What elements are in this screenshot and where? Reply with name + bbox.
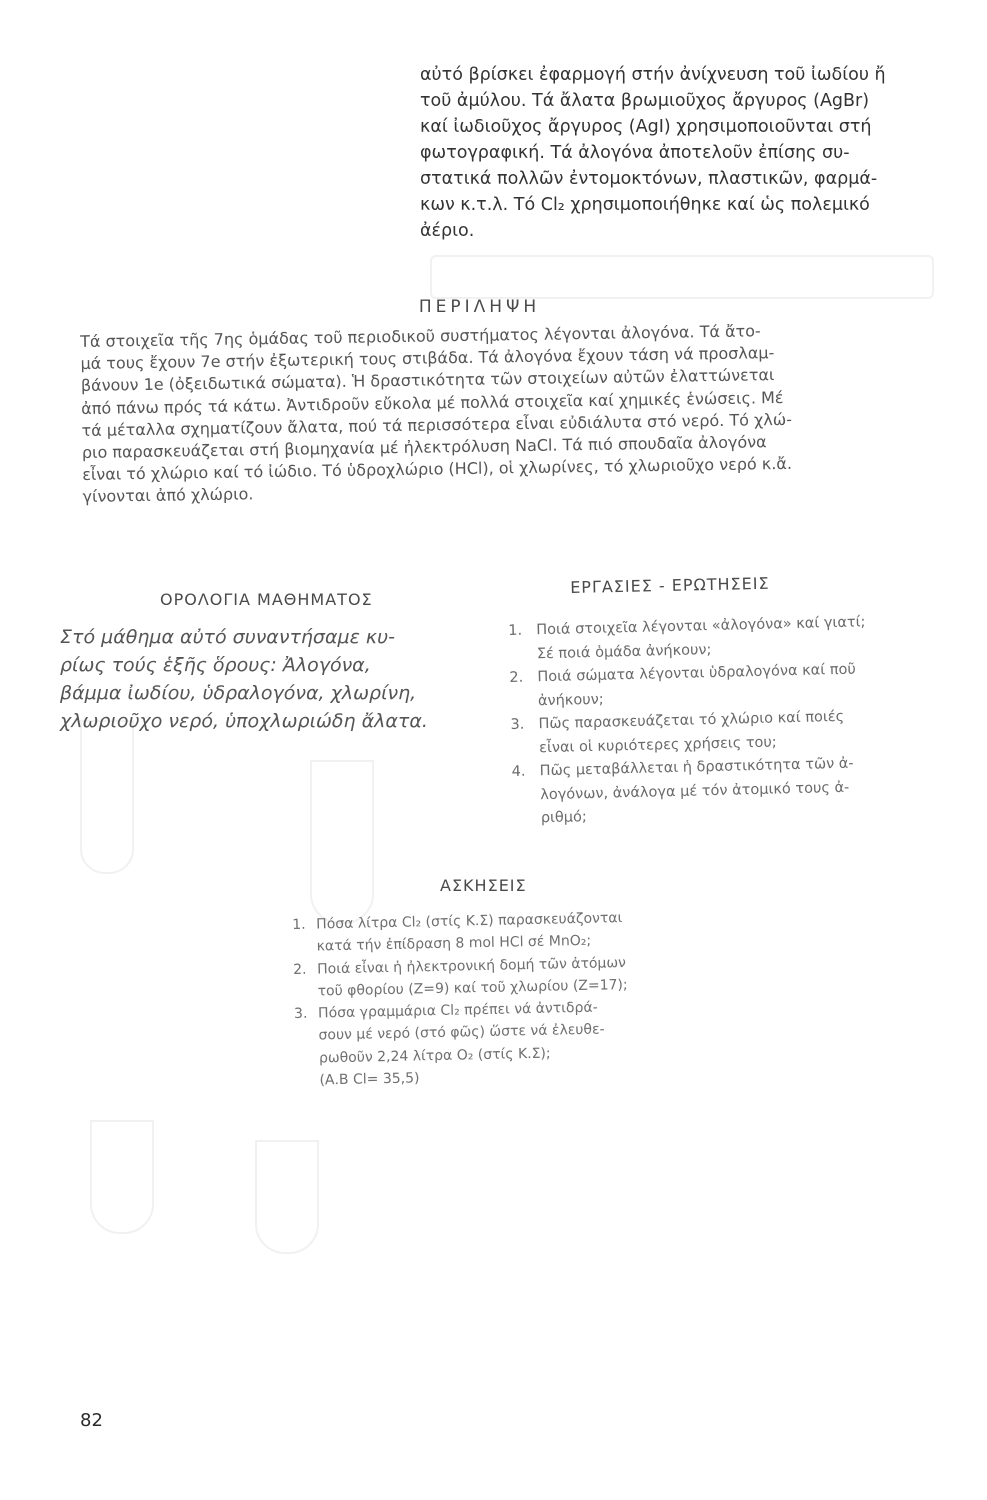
question-line: Πῶς μεταβάλλεται ἡ δραστικότητα τῶν ἀ- — [539, 755, 854, 780]
exercise-number: 3. — [293, 1005, 308, 1023]
exercise-number: 1. — [292, 916, 306, 933]
exercise-line: ρωθοῦν 2,24 λίτρα O₂ (στίς Κ.Σ); — [318, 1045, 551, 1067]
question-number: 3. — [510, 716, 525, 733]
summary-heading-text: ΠΕΡΙΛΗΨΗ — [418, 297, 541, 317]
exercise-text — [317, 951, 679, 1003]
summary-paragraph — [80, 318, 889, 508]
exercise-line: σουν μέ νερό (στό φῶς) ὥστε νά ἐλευθε- — [318, 1021, 605, 1044]
bleed-through-flask — [255, 1140, 319, 1254]
exercises-heading: ΑΣΚΗΣΕΙΣ — [440, 876, 527, 895]
question-text — [539, 751, 908, 830]
exercise-item — [292, 906, 678, 959]
exercise-line: Ποιά εἶναι ἡ ἠλεκτρονική δομή τῶν ἀτόμων — [316, 954, 627, 978]
terminology-paragraph — [60, 623, 480, 735]
question-line: Ποιά στοιχεῖα λέγονται «ἀλογόνα» καί γιατί; — [536, 614, 866, 639]
intro-paragraph — [420, 62, 920, 244]
terminology-line: ρίως τούς ἑξῆς ὅρους: Ἀλογόνα, — [60, 654, 371, 676]
summary-heading — [0, 297, 987, 317]
exercise-text — [318, 995, 680, 1069]
question-line: λογόνων, ἀνάλογα μέ τόν ἀτομικό τους ἀ- — [540, 779, 850, 803]
questions-heading: ΕΡΓΑΣΙΕΣ - ΕΡΩΤΗΣΕΙΣ — [570, 573, 770, 597]
terminology-line: βάμμα ἰωδίου, ὑδραλογόνα, χλωρίνη, — [60, 682, 417, 704]
summary-line: μά τους ἔχουν 7e στήν ἐξωτερική τους στιβάδα. Τά ἀλογόνα ἔχουν τάση νά προσλαμ- — [80, 343, 775, 374]
exercise-line: Πόσα γραμμάρια Cl₂ πρέπει νά ἀντιδρά- — [317, 999, 598, 1022]
exercise-line: κατά τήν ἐπίδραση 8 mol HCl σέ MnO₂; — [316, 933, 592, 955]
terminology-line: Στό μάθημα αὐτό συναντήσαμε κυ- — [60, 626, 395, 648]
question-line: ριθμό; — [540, 809, 588, 827]
exercise-item — [294, 995, 680, 1070]
exercise-text — [316, 906, 678, 958]
question-line: Πῶς παρασκευάζεται τό χλώριο καί ποιές — [538, 708, 845, 733]
summary-line: Τά στοιχεῖα τῆς 7ης ὁμάδας τοῦ περιοδικοῦ συστήματος λέγονται ἀλογόνα. Τά ἄτο- — [80, 321, 761, 351]
question-line: Ποιά σώματα λέγονται ὑδραλογόνα καί ποῦ — [537, 661, 856, 686]
summary-line: γίνονται ἀπό χλώριο. — [82, 484, 254, 507]
bleed-through-tube — [310, 760, 374, 924]
exercise-item — [293, 951, 679, 1004]
intro-line: καί ἰωδιοῦχος ἄργυρος (AgI) χρησιμοποιοῦνται στή — [420, 117, 872, 137]
exercise-number: 2. — [292, 961, 307, 978]
exercises-list — [292, 906, 681, 1092]
atomic-weight-note: (Α.Β Cl= 35,5) — [319, 1070, 420, 1089]
question-number: 2. — [509, 669, 524, 686]
terminology-line: χλωριοῦχο νερό, ὑποχλωριώδη ἄλατα. — [60, 710, 428, 732]
question-number: 4. — [511, 763, 526, 780]
summary-line: βάνουν 1e (ὀξειδωτικά σώματα). Ἡ δραστικότητα τῶν στοιχείων αὐτῶν ἐλαττώνεται — [80, 365, 775, 396]
summary-line: ἀπό πάνω πρός τά κάτω. Ἀντιδροῦν εὔκολα μέ πολλά στοιχεῖα καί χημικές ἑνώσεις. Μέ — [81, 387, 784, 418]
exercise-line: τοῦ φθορίου (Z=9) καί τοῦ χλωρίου (Z=17); — [317, 976, 628, 1000]
intro-line: αὐτό βρίσκει ἐφαρμογή στήν ἀνίχνευση τοῦ ἰωδίου ἤ — [420, 65, 886, 85]
bleed-through-flask — [90, 1120, 154, 1234]
terminology-heading: ΟΡΟΛΟΓΙΑ ΜΑΘΗΜΑΤΟΣ — [160, 590, 373, 609]
page-number: 82 — [80, 1410, 103, 1431]
question-line: ἀνήκουν; — [537, 691, 604, 709]
intro-line: ἀέριο. — [420, 221, 475, 241]
questions-list — [508, 610, 908, 831]
intro-line: τοῦ ἀμύλου. Τά ἄλατα βρωμιοῦχος ἄργυρος (AgBr) — [420, 91, 870, 111]
intro-line: κων κ.τ.λ. Τό Cl₂ χρησιμοποιήθηκε καί ὡς πολεμικό — [420, 195, 870, 215]
summary-line: τά μέταλλα σχηματίζουν ἄλατα, πού τά περισσότερα εἶναι εὐδιάλυτα στό νερό. Τό χλώ- — [81, 409, 793, 440]
exercise-line: Πόσα λίτρα Cl₂ (στίς Κ.Σ) παρασκευάζονται — [316, 910, 623, 933]
intro-line: φωτογραφική. Τά ἀλογόνα ἀποτελοῦν ἐπίσης συ- — [420, 143, 850, 163]
intro-line: στατικά πολλῶν ἐντομοκτόνων, πλαστικῶν, φαρμά- — [420, 169, 878, 189]
summary-line: εἶναι τό χλώριο καί τό ἰώδιο. Τό ὑδροχλώριο (HCl), οἱ χλωρίνες, τό χλωριοῦχο νερό κ.ἄ. — [82, 454, 793, 485]
bleed-through-tube — [80, 720, 134, 874]
bleed-through-box — [430, 255, 934, 299]
summary-line: ριο παρασκευάζεται στή βιομηχανία μέ ἠλεκτρόλυση NaCl. Τά πιό σπουδαῖα ἀλογόνα — [81, 432, 767, 462]
question-line: Σέ ποιά ὁμάδα ἀνήκουν; — [536, 641, 712, 662]
question-line: εἶναι οἱ κυριότερες χρήσεις του; — [538, 733, 777, 756]
question-number: 1. — [508, 622, 523, 639]
question-item — [511, 751, 908, 831]
